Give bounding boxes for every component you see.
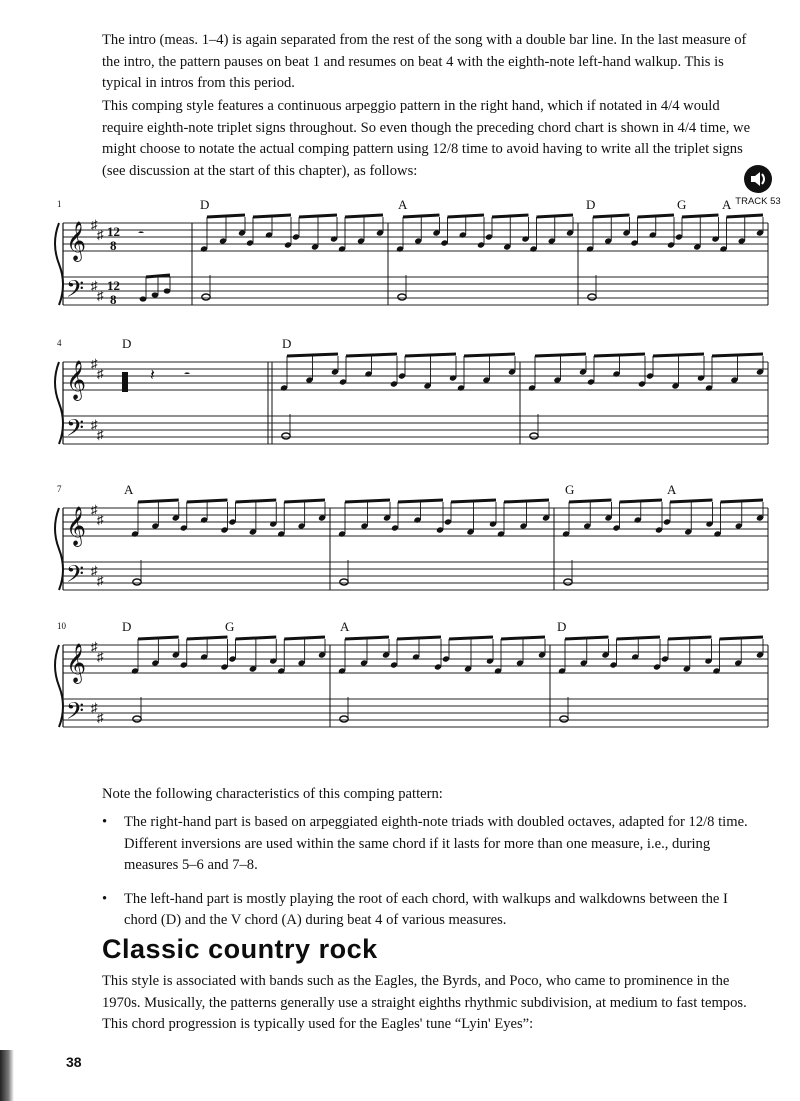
classic-paragraph: This style is associated with bands such as the Eagles, the Byrds, and Poco, who came to prominence in the 1970s. Musically, the patterns generally use a straight eighths rhythmic subdivision, at medium to fast tempos. This chord progression is typically used for the Eagles' tune “Lyin' Eyes”: [102,973,747,1032]
note-head [164,288,171,293]
sharp-icon: ♯ [97,710,104,725]
beam [187,500,228,502]
page-number: 38 [66,1054,82,1070]
sharp-icon: ♯ [91,639,98,654]
bullet-dot: • [102,890,108,907]
bass-clef-icon: 𝄢 [66,699,85,730]
chord-symbol: D [586,197,596,212]
treble-clef-icon: 𝄞 [66,508,87,545]
time-signature-top: 12 [107,278,120,293]
chord-symbol: D [557,619,567,634]
beam [299,215,337,217]
beam [668,637,712,639]
beam [537,215,574,217]
bass-clef-icon: 𝄢 [66,562,85,593]
chord-symbol: A [124,482,134,497]
beam [535,354,586,356]
list-item [102,889,762,932]
track-label: TRACK 53 [735,196,781,207]
beam [138,637,179,639]
beam [670,500,713,502]
beam [721,500,764,502]
chord-symbol: D [122,336,132,351]
beam [653,354,704,356]
sharp-icon: ♯ [97,366,104,381]
brace-icon [55,223,63,305]
comping-paragraph: This comping style features a continuous arpeggio pattern in the right hand, which if notated in 4/4 would require eighth-note triplet signs throughout. So even though the preceding chord chart is shown in 4/4 time, we might choose to notate the actual comping pattern using 12/8 time to avoid having to write all the triplet signs (see discussion at the start of this chapter), as follows: [102,98,751,179]
bass-clef-icon: 𝄢 [66,416,85,447]
beam [287,354,338,356]
characteristics-list [102,812,762,944]
sharp-icon: ♯ [97,227,104,242]
quarter-rest-icon: 𝄽 [150,367,155,384]
beam [464,354,515,356]
beam [403,215,440,217]
intro-paragraph: The intro (meas. 1–4) is again separated from the rest of the song with a double bar line. In the last measure of the intro, the pattern pauses on beat 1 and resumes on beat 4 with the eighth-note left-hand walkup. This is typical in intros from this period. [102,32,747,91]
beam [236,637,277,639]
time-signature-top: 12 [107,224,120,239]
chord-symbol: D [200,197,210,212]
sharp-icon: ♯ [91,700,98,715]
bullet-text: The right-hand part is based on arpeggiated eighth-note triads with doubled octaves, adapted for 12/8 time. Different inversions are used within the same chord if it lasts for more than one measure, i.e., during measures 5–6 and 7–8. [124,814,748,873]
sharp-icon: ♯ [97,427,104,442]
half-note-head [564,579,572,585]
time-signature-bottom: 8 [110,238,117,253]
half-note-head [560,716,568,722]
half-note-head [133,716,141,722]
bass-clef-icon: 𝄢 [66,277,85,308]
half-rest-icon: 𝄼 [184,367,191,384]
chord-symbol: G [565,482,575,497]
beam [138,500,179,502]
sharp-icon: ♯ [91,417,98,432]
beam [253,215,291,217]
beam [345,215,383,217]
chord-block [122,372,128,392]
beam [712,354,763,356]
half-note-head [202,294,210,300]
beam [397,637,441,639]
beam [345,637,389,639]
time-signature-bottom: 8 [110,292,117,307]
half-note-head [340,579,348,585]
bullet-dot: • [102,814,108,830]
half-rest-icon: 𝄼 [138,226,145,243]
beam [620,500,663,502]
measure-number: 7 [57,484,62,494]
measure-number: 10 [57,621,66,631]
bullet-text: The left-hand part is mostly playing the root of each chord, with walkups and walkdowns between the I chord (D) and the V chord (A) during beat 4 of various measures. [124,890,728,928]
beam [346,354,397,356]
note-head [152,292,159,297]
beam [638,215,675,217]
beam [187,637,228,639]
beam [593,215,630,217]
beam [727,215,764,217]
beam [207,215,245,217]
beam [594,354,645,356]
sharp-icon: ♯ [91,217,98,232]
measure-number: 1 [57,199,62,209]
chord-symbol: D [282,336,292,351]
treble-clef-icon: 𝄞 [66,223,87,260]
beam [449,637,493,639]
chord-symbol: D [122,619,132,634]
note-intro-paragraph: Note the following characteristics of this comping pattern: [102,786,443,802]
beam [236,500,277,502]
sharp-icon: ♯ [97,288,104,303]
beam [617,637,661,639]
sharp-icon: ♯ [91,278,98,293]
beam [398,500,443,502]
sharp-icon: ♯ [91,563,98,578]
beam [448,215,485,217]
half-note-head [282,433,290,439]
beam [284,500,325,502]
chord-symbol: G [677,197,687,212]
beam [504,500,549,502]
half-note-head [398,294,406,300]
chord-symbol: A [667,482,677,497]
beam [682,215,719,217]
beam [565,637,609,639]
beam [492,215,529,217]
sharp-icon: ♯ [91,502,98,517]
chord-symbol: A [398,197,408,212]
list-item [102,812,762,877]
beam [146,275,170,277]
treble-clef-icon: 𝄞 [66,645,87,682]
measure-number: 4 [57,338,62,348]
page-spine-shadow [0,1050,14,1101]
brace-icon [55,508,63,590]
sharp-icon: ♯ [97,512,104,527]
beam [451,500,496,502]
beam [569,500,612,502]
brace-icon [55,362,63,444]
half-note-head [588,294,596,300]
half-note-head [340,716,348,722]
brace-icon [55,645,63,727]
sharp-icon: ♯ [97,573,104,588]
sharp-icon: ♯ [91,356,98,371]
beam [720,637,764,639]
beam [405,354,456,356]
chord-symbol: A [722,197,732,212]
half-note-head [530,433,538,439]
treble-clef-icon: 𝄞 [66,362,87,399]
note-head [140,296,147,301]
beam [345,500,390,502]
section-heading: Classic country rock [102,934,378,964]
beam [501,637,545,639]
beam [284,637,325,639]
chord-symbol: G [225,619,235,634]
half-note-head [133,579,141,585]
sharp-icon: ♯ [97,649,104,664]
chord-symbol: A [340,619,350,634]
